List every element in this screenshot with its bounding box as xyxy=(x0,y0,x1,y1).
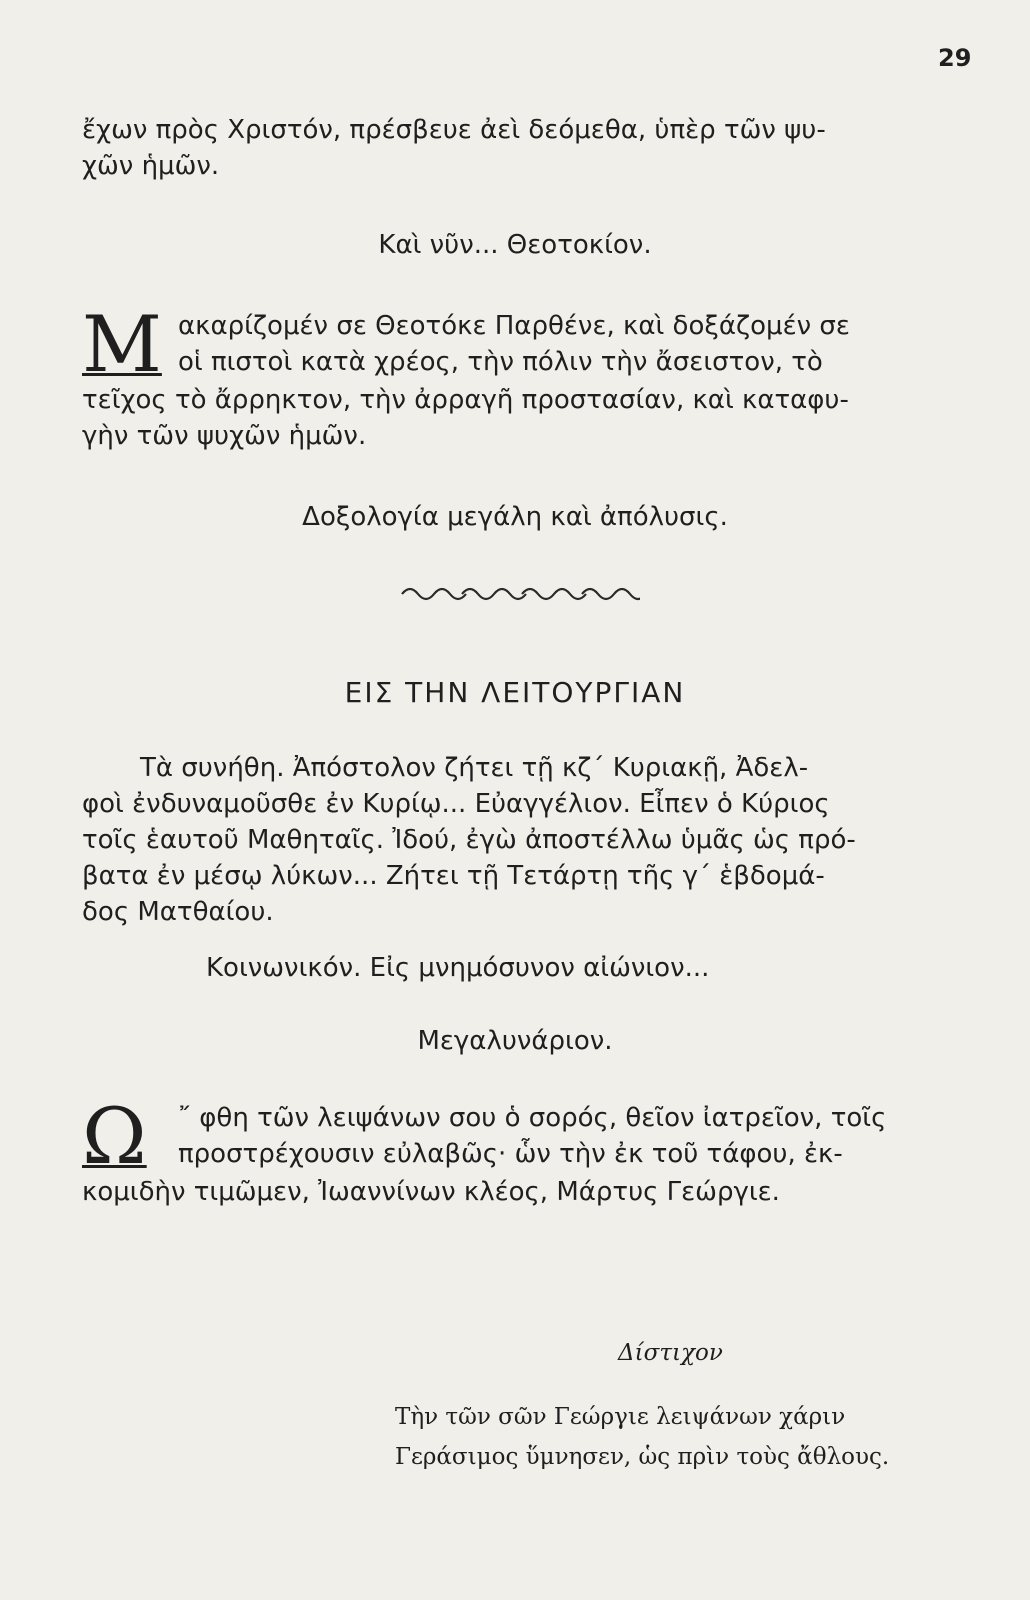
megalynarion-heading: Μεγαλυνάριον. xyxy=(417,1026,613,1056)
text-line: τοῖς ἑαυτοῦ Μαθηταῖς. Ἰδού, ἐγὼ ἀποστέλλω ὑμᾶς ὡς πρό- xyxy=(82,825,856,855)
text-line: ακαρίζομέν σε Θεοτόκε Παρθένε, καὶ δοξάζομέν σε xyxy=(178,311,850,341)
page-number: 29 xyxy=(938,44,972,72)
doxology-line: Δοξολογία μεγάλη καὶ ἀπόλυσις. xyxy=(302,502,728,532)
theotokion-heading: Καὶ νῦν... Θεοτοκίον. xyxy=(378,230,652,260)
text-line: ἔχων πρὸς Χριστόν, πρέσβευε ἀεὶ δεόμεθα, ὑπὲρ τῶν ψυ- xyxy=(82,115,826,145)
theotokion-paragraph xyxy=(82,300,954,454)
text-line: οἱ πιστοὶ κατὰ χρέος, τὴν πόλιν τὴν ἄσειστον, τὸ xyxy=(178,347,823,377)
text-line: βατα ἐν μέσῳ λύκων... Ζήτει τῇ Τετάρτῃ τῆς γ΄ ἑβδομά- xyxy=(82,861,825,891)
megalynarion-paragraph xyxy=(82,1092,954,1210)
text-line: γὴν τῶν ψυχῶν ἡμῶν. xyxy=(82,421,367,451)
text-line: ῎ φθη τῶν λειψάνων σου ὁ σορός, θεῖον ἰατρεῖον, τοῖς xyxy=(178,1103,887,1133)
verse-line: Τὴν τῶν σῶν Γεώργιε λειψάνων χάριν xyxy=(395,1404,846,1430)
text-line: προστρέχουσιν εὐλαβῶς· ὧν τὴν ἐκ τοῦ τάφου, ἐκ- xyxy=(178,1139,843,1169)
section-title: ΕΙΣ ΤΗΝ ΛΕΙΤΟΥΡΓΙΑΝ xyxy=(344,676,686,709)
text-line: Τὰ συνήθη. Ἀπόστολον ζήτει τῇ κζ΄ Κυριακῇ, Ἀδελ- xyxy=(140,753,809,783)
distichon-title: Δίστιχον xyxy=(618,1340,723,1366)
koinonikon-line: Κοινωνικόν. Εἰς μνημόσυνον αἰώνιον... xyxy=(206,953,710,983)
verse-line: Γεράσιμος ὕμνησεν, ὡς πρὶν τοὺς ἄθλους. xyxy=(395,1444,890,1470)
text-line: κομιδὴν τιμῶμεν, Ἰωαννίνων κλέος, Μάρτυς Γεώργιε. xyxy=(82,1177,780,1207)
text-line: δος Ματθαίου. xyxy=(82,897,274,927)
drop-capital: Μ xyxy=(82,300,162,390)
ornament-divider xyxy=(400,580,640,602)
text-line: φοὶ ἐνδυναμοῦσθε ἐν Κυρίῳ... Εὐαγγέλιον. Εἶπεν ὁ Κύριος xyxy=(82,789,830,819)
text-line: τεῖχος τὸ ἄρρηκτον, τὴν ἀρραγῆ προστασίαν, καὶ καταφυ- xyxy=(82,385,849,415)
drop-capital: Ω xyxy=(82,1092,147,1182)
text-line: χῶν ἡμῶν. xyxy=(82,151,220,181)
liturgy-paragraph xyxy=(82,750,952,930)
intro-paragraph xyxy=(82,112,952,184)
